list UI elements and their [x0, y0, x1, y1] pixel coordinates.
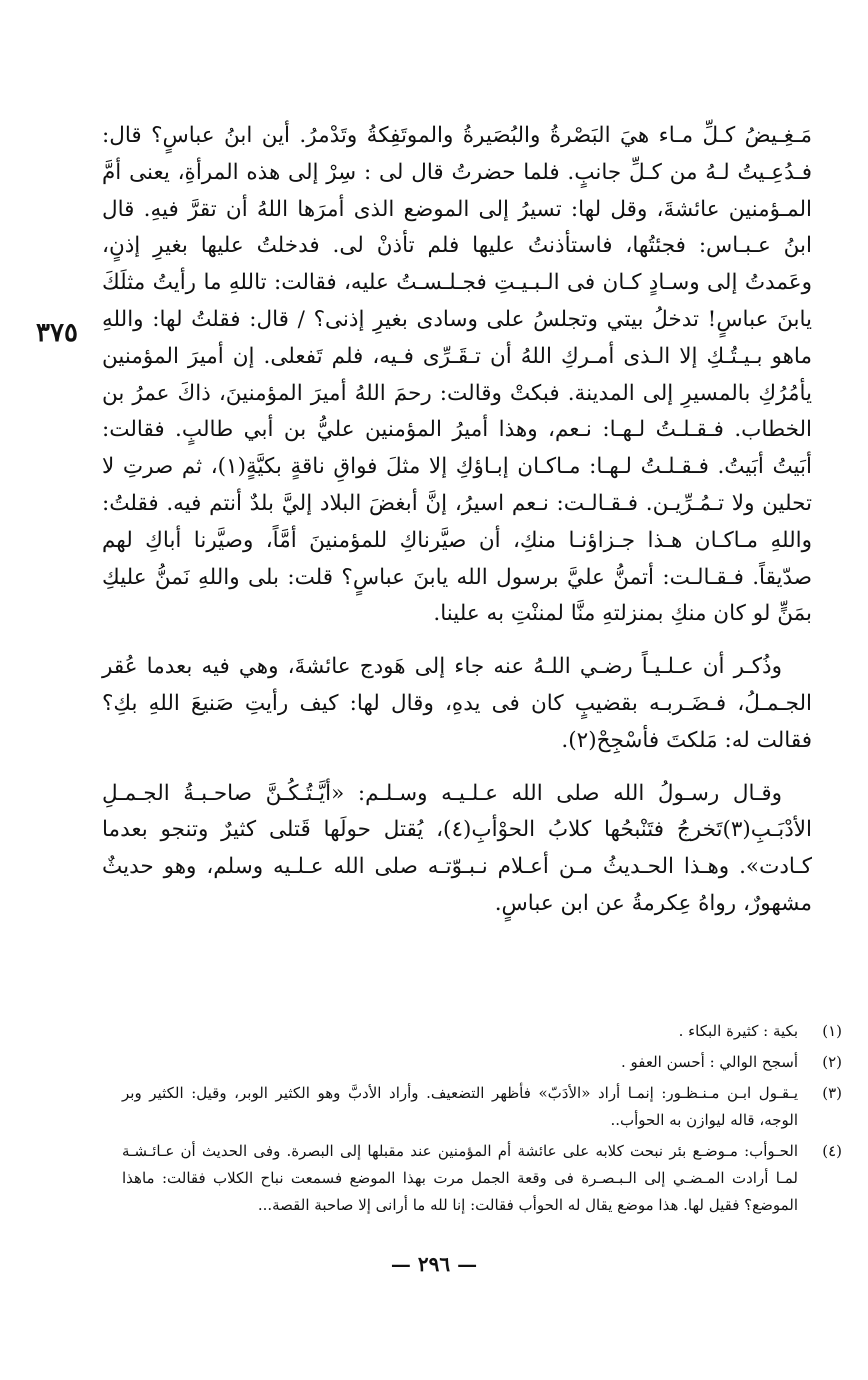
main-text	[102, 118, 812, 923]
footnote-number: (٤)	[822, 1142, 842, 1160]
footnotes	[102, 1018, 842, 1223]
margin-page-reference: ٣٧٥	[36, 318, 78, 348]
paragraph: مَـغِـيضُ كـلِّ مـاء هيَ البَصْرةُ والبُصَيرةُ والموتَفِكةُ وتَدْمرُ. أين ابنُ عباسٍ؟ قال: فـدُعِـيتُ لـهُ من كـلِّ جانبٍ. فلما حضرتُ قال لى : سِرْ إلى هذه المرأةِ، يعنى أمَّ المـؤمنين عائشةَ، وقل لها: تسيرُ إلى الموضع الذى أمرَها اللهُ أن تقرَّ فيهِ. قال ابنُ عـبـاس: فجئتُها، فاستأذنتُ عليها فلم تأذنْ لى. فدخلتُ عليها بغيرِ إذنٍ، وعَمدتُ إلى وسـادٍ كـان فى الـبـيـتِ فجـلـسـتُ عليه، فقالت: تاللهِ ما رأيتُ مثلَكَ يابنَ عباسٍ! تدخلُ بيتي وتجلسُ على وسادى بغيرِ إذنى؟ / قال: فقلتُ لها: واللهِ ماهو بـيـتُـكِ إلا الـذى أمـركِ اللهُ أن تـقَـرِّى فـيه، فلم تَفعلى. إن أميرَ المؤمنين يأمُرُكِ بالمسيرِ إلى المدينة. فبكتْ وقالت: رحمَ اللهُ أميرَ المؤمنينَ، ذاكَ عمرُ بن الخطاب. فـقـلـتُ لـهـا: نـعم، وهذا أميرُ المؤمنين عليُّ بن أبي طالبٍ. فقالت: أبَيتُ أبَيتُ. فـقـلـتُ لـهـا: مـاكـان إبـاؤكِ إلا مثلَ فواقِ ناقةٍ بكيَّةٍ(١)، ثم صرتِ لا تحلين ولا تـمُـرِّيـن. فـقـالـت: نـعم اسيرُ، إنَّ أبغضَ البلاد إليَّ بلدٌ أنتم فيه. فقلتُ: واللهِ مـاكـان هـذا جـزاؤنـا منكِ، أن صيَّرناكِ للمؤمنينَ أمَّاً، وصيَّرنا أباكِ لهم صدّيقاً. فـقـالـت: أتمنُّ عليَّ برسول الله يابنَ عباسٍ؟ قلت: بلى واللهِ نَمنُّ عليكِ بمَنٍّ لو كان منكِ بمنزلتهِ منَّا لمننْتِ به علينا.	[102, 123, 812, 627]
footnote-number: (١)	[822, 1022, 842, 1040]
footnote	[102, 1018, 842, 1045]
footnote	[102, 1138, 842, 1219]
footnote-number: (٢)	[822, 1053, 842, 1071]
paragraph: وقـال رسـولُ الله صلى الله عـلـيـه وسـلـم: «أيَّـتُـكُـنَّ صاحـبـةُ الجـمـلِ الأدْبَـبِ(٣)تَخرجُ فتَنْبحُها كلابُ الحوْأبِ(٤)، يُقتل حولَها قَتلى كثيرٌ وتنجو بعدما كـادت». وهـذا الحـديثُ مـن أعـلام نـبـوّتـه صلى الله عـلـيه وسلم، وهو حديثٌ مشهورٌ، رواهُ عِكرمةُ عن ابن عباسٍ.	[102, 780, 812, 916]
footnote-text: أسجح الوالي : أحسن العفو .	[620, 1053, 798, 1071]
footnote-number: (٣)	[822, 1084, 842, 1102]
footnote-text: يـقـول ابـن مـنـظـور: إنمـا أراد «الأدَبّ» فأظهر التضعيف. وأراد الأدبَّ وهو الكثير الوبر، وقيل: الكثير وبر الوجه، قاله ليوازن به الحوأب..	[122, 1084, 798, 1129]
paragraph: وذُكـر أن عـلـيـاً رضـي اللـهُ عنه جاء إلى هَودج عائشةَ، وهي فيه بعدما عُقر الجـمـلُ، فـضَـربـه بقضيبٍ كان فى يدهِ، وقال لها: كيف رأيتِ صَنيعَ اللهِ بكِ؟ فقالت له: مَلكتَ فأسْجِحْ(٢).	[102, 654, 812, 753]
page-number: — ٢٩٦ —	[390, 1252, 478, 1276]
footnote	[102, 1049, 842, 1076]
footnote-text: الحـوأب: مـوضـع بئر نبحت كلابه على عائشة أم المؤمنين عند مقبلها إلى البصرة. وفى الحديث أن عـائـشـة لمـا أرادت المـضـي إلى الـبـصـرة فى وقعة الجمل مرت بهذا الموضع فسمعت نباح الكلاب فقالت: ماهذا الموضع؟ فقيل لها. هذا موضع يقال له الحوأب فقالت: إنا لله ما أرانى إلا صاحبة القصة...	[122, 1142, 798, 1214]
footnote-text: بكية : كثيرة البكاء .	[678, 1022, 798, 1040]
footnote	[102, 1080, 842, 1134]
